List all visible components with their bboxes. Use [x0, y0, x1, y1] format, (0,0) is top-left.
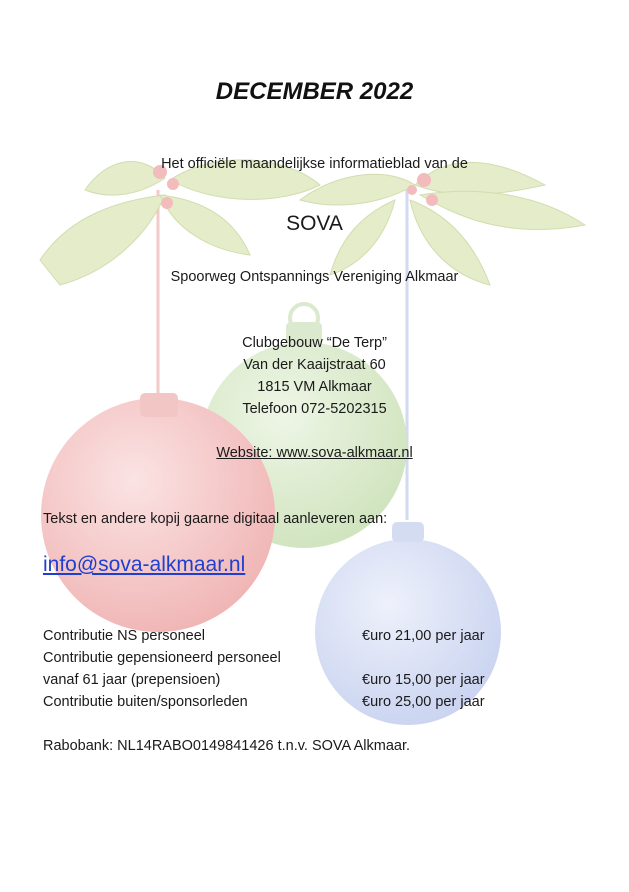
subtitle: Het officiële maandelijkse informatieblad van de: [161, 156, 468, 172]
contribution-price-ns: €uro 21,00 per jaar: [362, 628, 485, 644]
email-link[interactable]: info@sova-alkmaar.nl: [43, 553, 246, 576]
bank-details: Rabobank: NL14RABO0149841426 t.n.v. SOVA Alkmaar.: [43, 738, 411, 754]
org-name: SOVA: [286, 212, 343, 235]
contribution-label-prepension: vanaf 61 jaar (prepensioen): [43, 672, 221, 688]
org-full-name: Spoorweg Ontspannings Vereniging Alkmaar: [170, 269, 459, 285]
contribution-label-retired: Contributie gepensioneerd personeel: [43, 650, 281, 666]
contribution-price-external: €uro 25,00 per jaar: [362, 694, 485, 710]
address-phone: Telefoon 072-5202315: [242, 401, 387, 417]
address-street: Van der Kaaijstraat 60: [243, 357, 386, 373]
page-title: DECEMBER 2022: [215, 78, 414, 105]
contribution-price-prepension: €uro 15,00 per jaar: [362, 672, 485, 688]
website-link[interactable]: Website: www.sova-alkmaar.nl: [216, 445, 413, 461]
address-building: Clubgebouw “De Terp”: [242, 335, 387, 351]
contribution-label-ns: Contributie NS personeel: [43, 628, 206, 644]
copy-instruction: Tekst en andere kopij gaarne digitaal aanleveren aan:: [43, 511, 388, 527]
contribution-label-external: Contributie buiten/sponsorleden: [43, 694, 248, 710]
address-postcode-city: 1815 VM Alkmaar: [257, 379, 372, 395]
